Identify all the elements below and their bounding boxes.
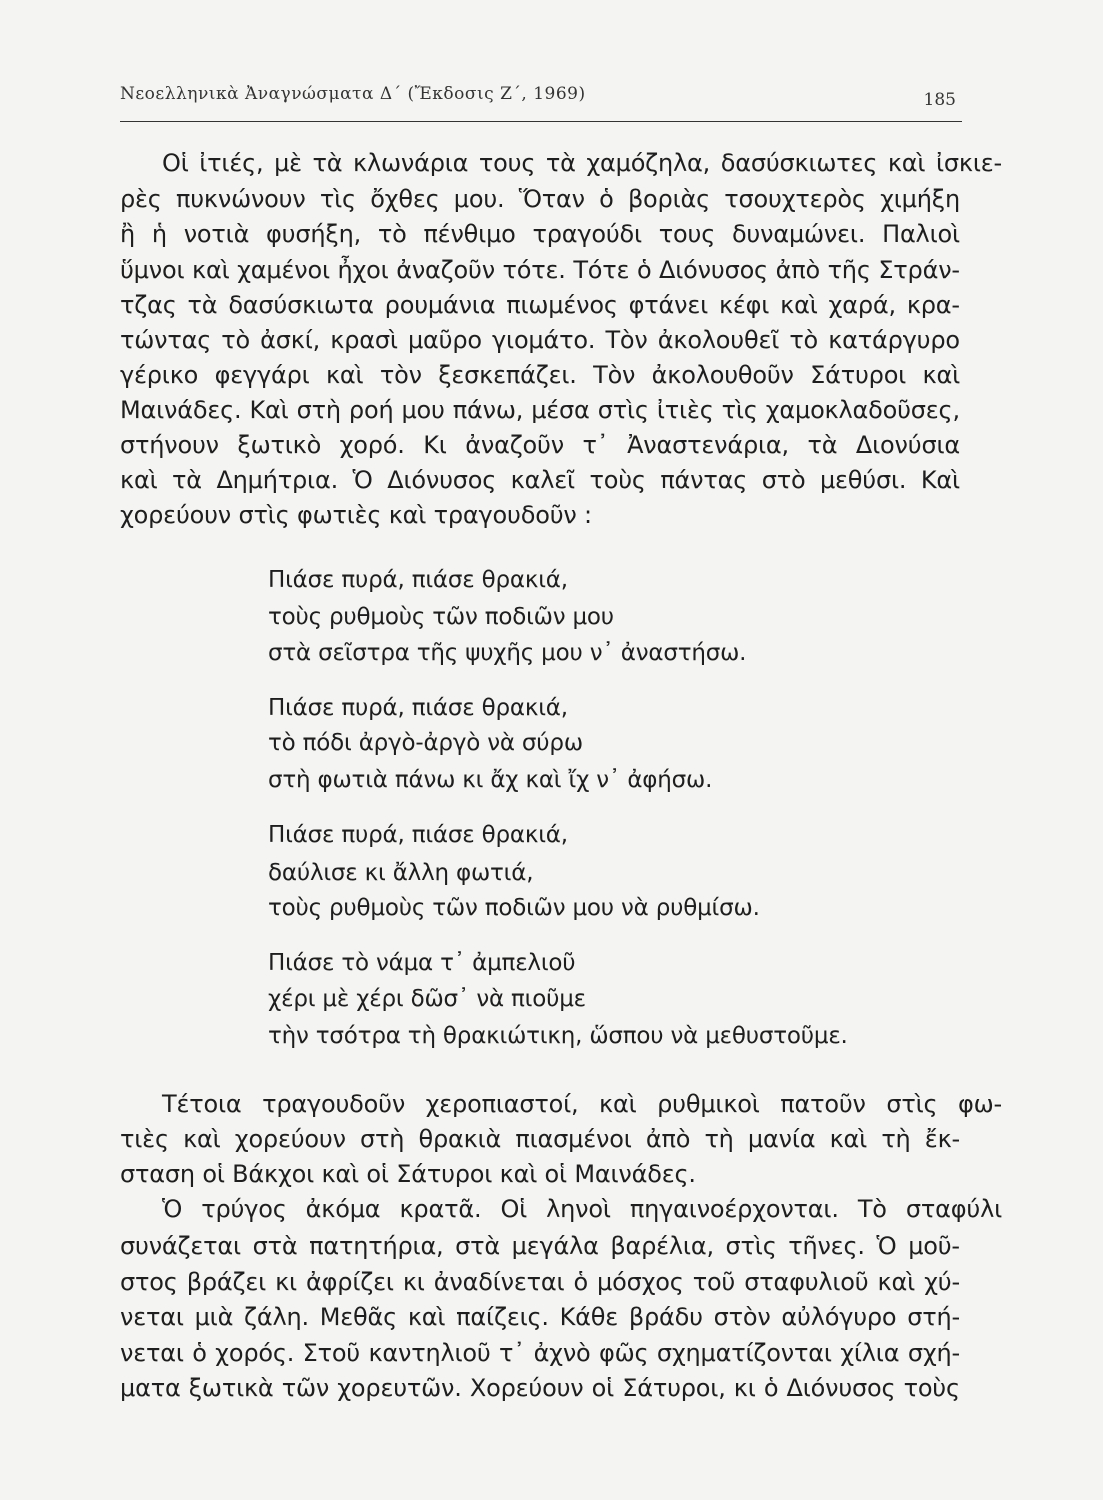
poem-verse: Πιάσε πυρά, πιάσε θρακιά, (268, 567, 568, 593)
paragraph-3-line: νεται μιὰ ζάλη. Μεθᾶς καὶ παίζεις. Κάθε βράδυ στὸν αὐλόγυρο στή- (120, 1303, 960, 1331)
poem-verse: Πιάσε τὸ νάμα τ᾽ ἀμπελιοῦ (268, 950, 576, 976)
paragraph-1-line: τώντας τὸ ἀσκί, κρασὶ μαῦρο γιομάτο. Τὸν ἀκολουθεῖ τὸ κατάργυρο (120, 326, 960, 354)
paragraph-1-line: στήνουν ξωτικὸ χορό. Κι ἀναζοῦν τ᾽ Ἀναστενάρια, τὰ Διονύσια (120, 431, 960, 459)
poem-verse: στὴ φωτιὰ πάνω κι ἄχ καὶ ἴχ ν᾽ ἀφήσω. (268, 767, 713, 793)
paragraph-1-line: καὶ τὰ Δημήτρια. Ὁ Διόνυσος καλεῖ τοὺς πάντας στὸ μεθύσι. Καὶ (120, 466, 960, 494)
paragraph-3-line: νεται ὁ χορός. Στοῦ καντηλιοῦ τ᾽ ἀχνὸ φῶς σχηματίζονται χίλια σχή- (120, 1339, 960, 1367)
poem-verse: δαύλισε κι ἄλλη φωτιά, (268, 860, 534, 886)
paragraph-1-line: ὕμνοι καὶ χαμένοι ἦχοι ἀναζοῦν τότε. Τότε ὁ Διόνυσος ἀπὸ τῆς Στράν- (120, 256, 960, 284)
paragraph-1-line: Μαινάδες. Καὶ στὴ ροή μου πάνω, μέσα στὶς ἰτιὲς τὶς χαμοκλαδοῦσες, (120, 396, 960, 424)
paragraph-2-line: Τέτοια τραγουδοῦν χεροπιαστοί, καὶ ρυθμικοὶ πατοῦν στὶς φω- (162, 1090, 1002, 1118)
poem-verse: τὴν τσότρα τὴ θρακιώτικη, ὥσπου νὰ μεθυστοῦμε. (268, 1023, 848, 1049)
poem-verse: τοὺς ρυθμοὺς τῶν ποδιῶν μου (268, 604, 614, 630)
paragraph-1-line: χορεύουν στὶς φωτιὲς καὶ τραγουδοῦν : (120, 501, 592, 529)
poem-verse: χέρι μὲ χέρι δῶσ᾽ νὰ πιοῦμε (268, 986, 586, 1012)
paragraph-3-line: συνάζεται στὰ πατητήρια, στὰ μεγάλα βαρέλια, στὶς τῆνες. Ὁ μοῦ- (120, 1232, 960, 1260)
paragraph-1-line: ἢ ἡ νοτιὰ φυσήξη, τὸ πένθιμο τραγούδι τους δυναμώνει. Παλιοὶ (120, 220, 960, 248)
paragraph-1-line: Οἱ ἰτιές, μὲ τὰ κλωνάρια τους τὰ χαμόζηλα, δασύσκιωτες καὶ ἰσκιε- (162, 149, 1002, 177)
paragraph-1-line: γέρικο φεγγάρι καὶ τὸν ξεσκεπάζει. Τὸν ἀκολουθοῦν Σάτυροι καὶ (120, 361, 960, 389)
paragraph-3-line: Ὁ τρύγος ἀκόμα κρατᾶ. Οἱ ληνοὶ πηγαινοέρχονται. Τὸ σταφύλι (162, 1195, 1002, 1223)
poem-verse: τοὺς ρυθμοὺς τῶν ποδιῶν μου νὰ ρυθμίσω. (268, 895, 760, 921)
paragraph-3-line: στος βράζει κι ἀφρίζει κι ἀναδίνεται ὁ μόσχος τοῦ σταφυλιοῦ καὶ χύ- (120, 1268, 960, 1296)
paragraph-2-line: σταση οἱ Βάκχοι καὶ οἱ Σάτυροι καὶ οἱ Μαινάδες. (120, 1160, 696, 1188)
page-number: 185 (923, 90, 956, 110)
paragraph-1-line: ρὲς πυκνώνουν τὶς ὄχθες μου. Ὅταν ὁ βοριὰς τσουχτερὸς χιμήξη (120, 185, 960, 213)
paragraph-3-line: ματα ξωτικὰ τῶν χορευτῶν. Χορεύουν οἱ Σάτυροι, κι ὁ Διόνυσος τοὺς (120, 1374, 960, 1402)
paragraph-2-line: τιὲς καὶ χορεύουν στὴ θρακιὰ πιασμένοι ἀπὸ τὴ μανία καὶ τὴ ἔκ- (120, 1125, 960, 1153)
paragraph-1-line: τζας τὰ δασύσκιωτα ρουμάνια πιωμένος φτάνει κέφι καὶ χαρά, κρα- (120, 291, 960, 319)
poem-verse: στὰ σεῖστρα τῆς ψυχῆς μου ν᾽ ἀναστήσω. (268, 640, 747, 666)
header-rule (120, 121, 962, 122)
header-title: Νεοελληνικὰ Ἀναγνώσματα Δ΄ (Ἔκδοσις Ζ΄, 1969) (120, 84, 586, 104)
poem-verse: Πιάσε πυρά, πιάσε θρακιά, (268, 822, 568, 848)
poem-verse: τὸ πόδι ἀργὸ-ἀργὸ νὰ σύρω (268, 730, 583, 756)
poem-verse: Πιάσε πυρά, πιάσε θρακιά, (268, 695, 568, 721)
